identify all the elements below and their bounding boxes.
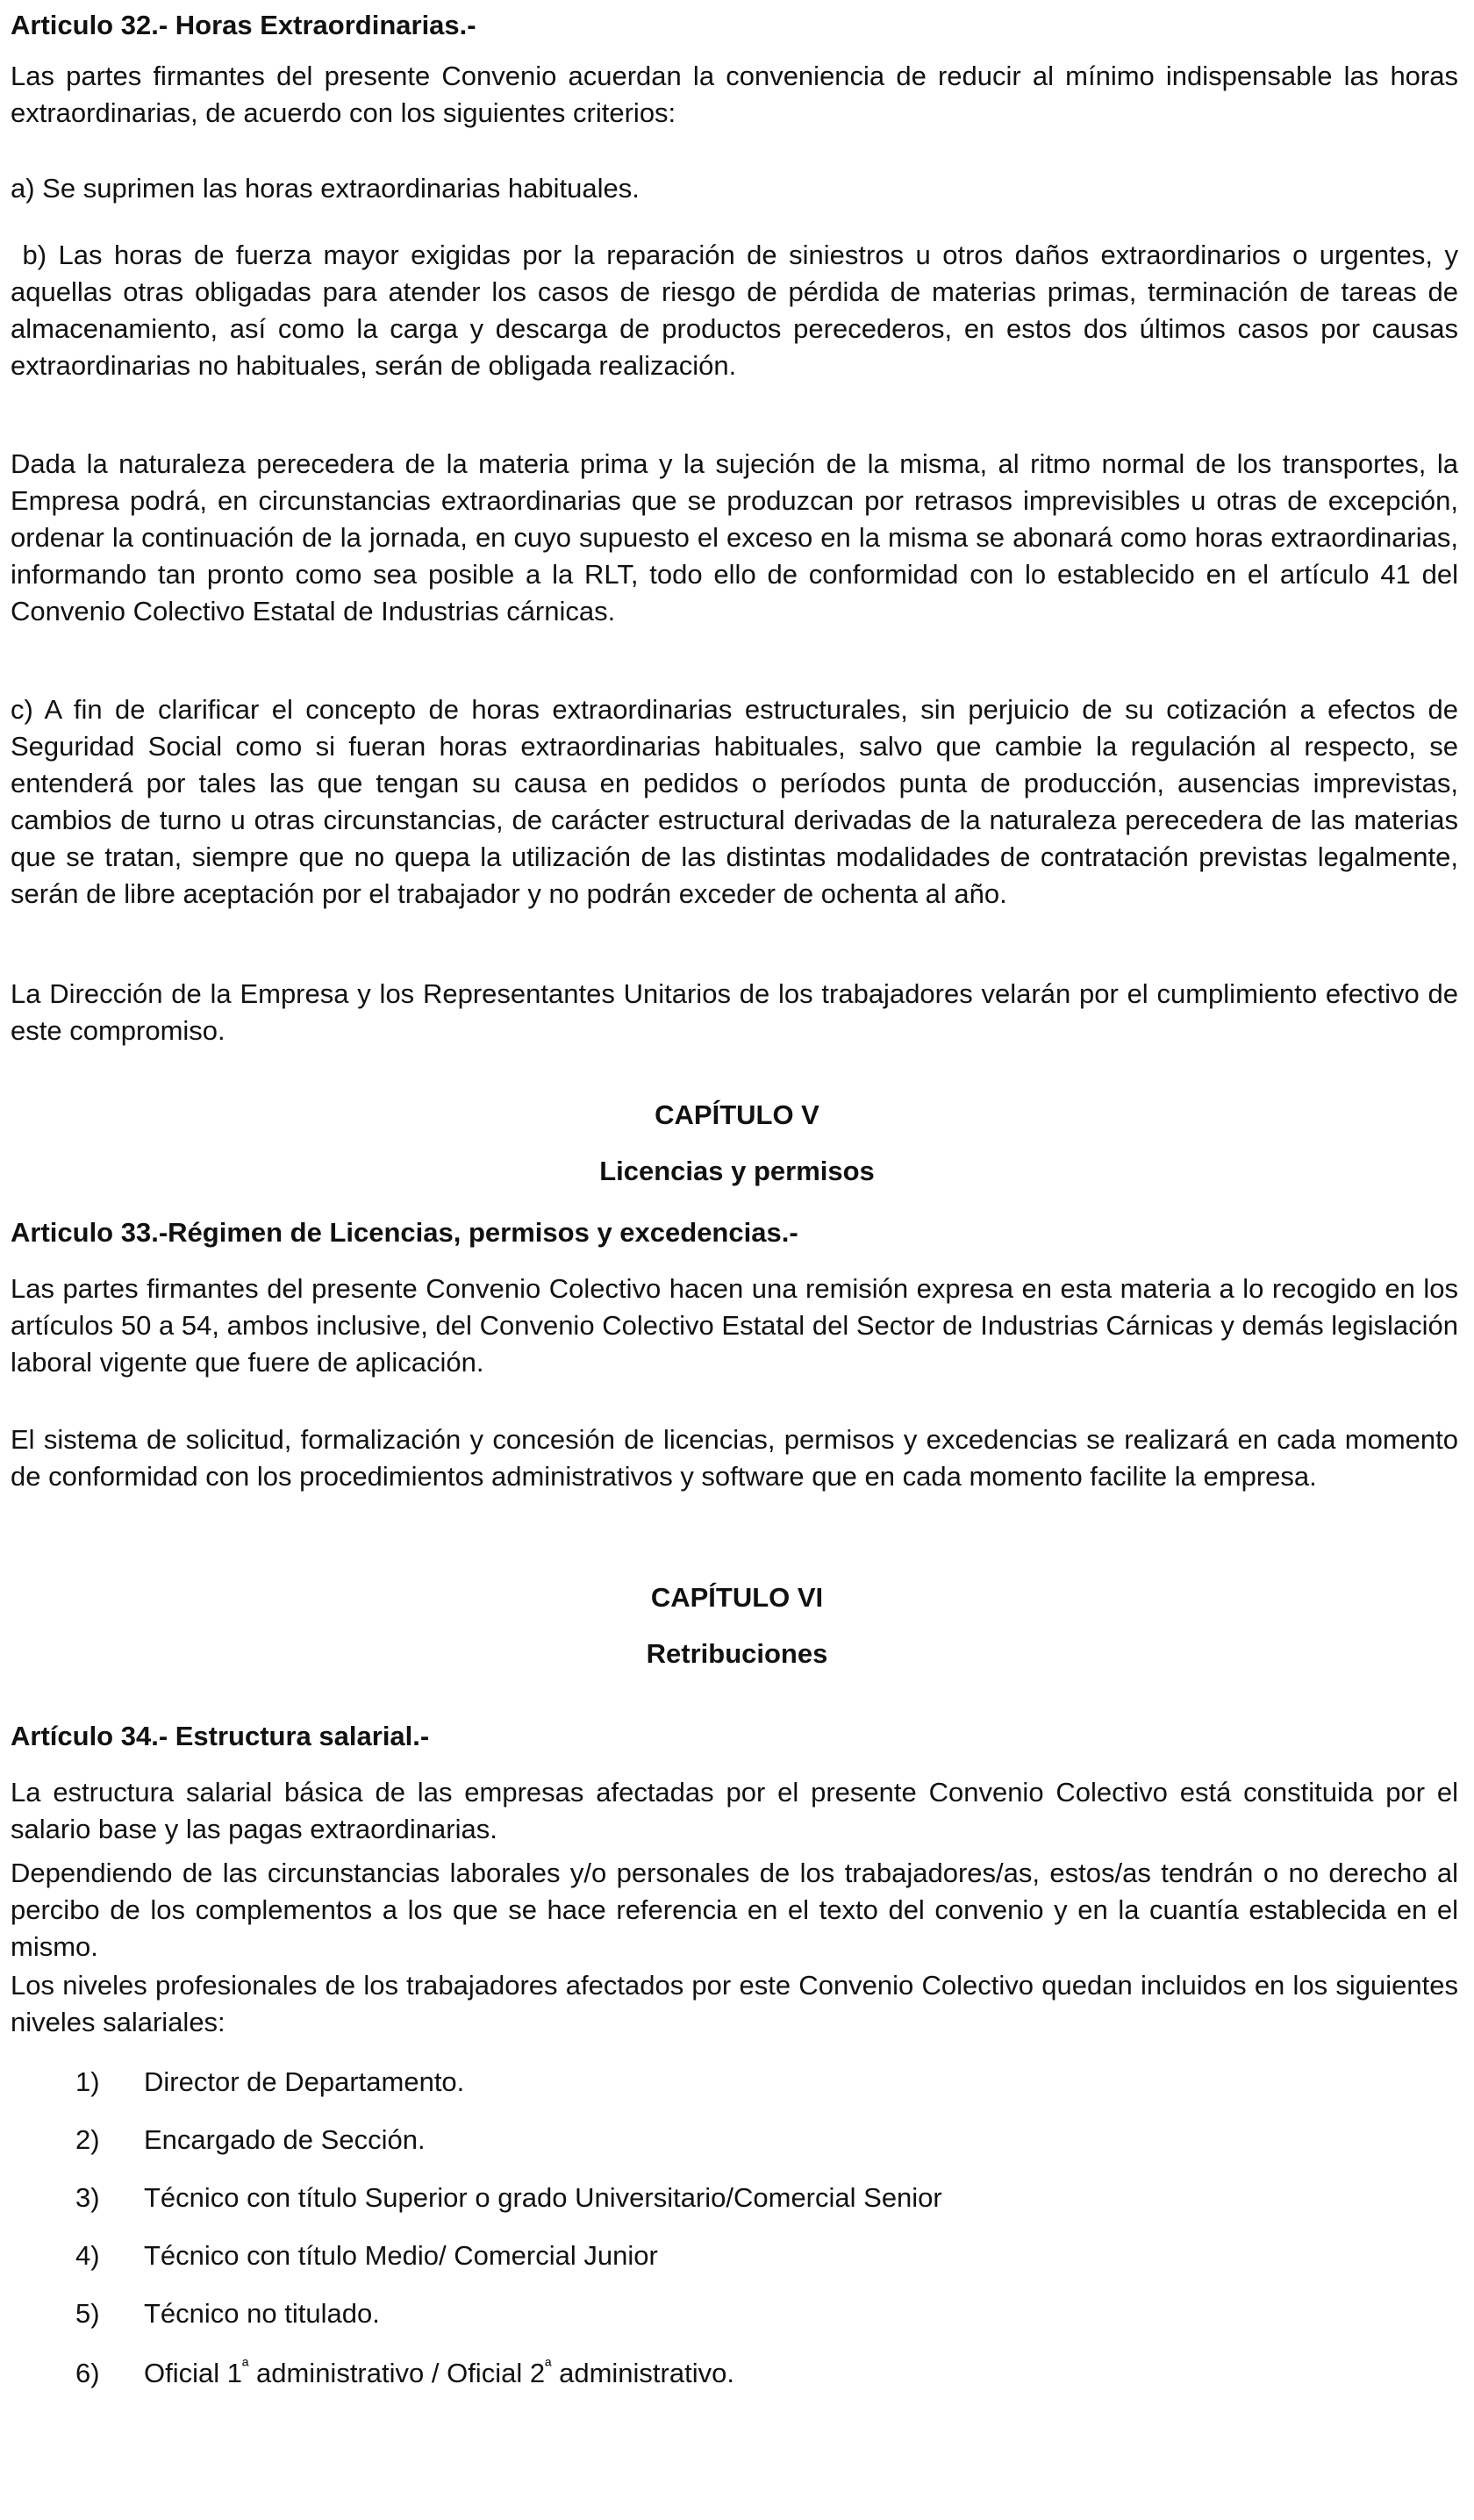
article-32-paragraph-3: La Dirección de la Empresa y los Representantes Unitarios de los trabajadores velarán por el cumplimiento efectivo de este compromiso. xyxy=(11,978,1458,1046)
article-32-title: Articulo 32.- Horas Extraordinarias.- xyxy=(11,10,476,40)
article-32-paragraph-2: Dada la naturaleza perecedera de la materia prima y la sujeción de la misma, al ritmo normal de los transportes, la Empresa podrá, en circunstancias extraordinarias que se produzcan por retrasos imprevisibles u otras de excepción, ordenar la continuación de la jornada, en cuyo supuesto el exceso en la misma se abonará como horas extraordinarias, informando tan pronto como sea posible a la RLT, todo ello de conformidad con lo establecido en el artículo 41 del Convenio Colectivo Estatal de Industrias cárnicas. xyxy=(11,448,1458,626)
ordinal-superscript: ª xyxy=(241,2357,249,2376)
list-number: 6) xyxy=(75,2358,100,2388)
list-text-part: administrativo. xyxy=(551,2358,734,2388)
list-number: 3) xyxy=(75,2182,100,2213)
list-text: Técnico no titulado. xyxy=(144,2298,380,2329)
article-34-title: Artículo 34.- Estructura salarial.- xyxy=(11,1721,430,1751)
list-number: 5) xyxy=(75,2298,100,2329)
list-item xyxy=(75,2122,426,2158)
list-text-part: Oficial 1 xyxy=(144,2358,242,2388)
article-33-paragraph-2: El sistema de solicitud, formalización y concesión de licencias, permisos y excedencias se realizará en cada momento de conformidad con los procedimientos administrativos y software que en cada momento facilite la empresa. xyxy=(11,1424,1458,1492)
article-34-paragraph-2: Dependiendo de las circunstancias laborales y/o personales de los trabajadores/as, estos/as tendrán o no derecho al percibo de los complementos a los que se hace referencia en el texto del convenio y en la cuantía establecida en el mismo. xyxy=(11,1858,1458,1962)
list-number: 4) xyxy=(75,2240,100,2271)
article-33-title: Articulo 33.-Régimen de Licencias, permisos y excedencias.- xyxy=(11,1217,798,1248)
list-number: 2) xyxy=(75,2124,100,2155)
list-text: Director de Departamento. xyxy=(144,2066,465,2097)
list-item xyxy=(75,2295,380,2332)
article-32-paragraph-c: c) A fin de clarificar el concepto de horas extraordinarias estructurales, sin perjuicio de su cotización a efectos de Seguridad Social como si fueran horas extraordinarias habituales, salvo que cambie la regulación al respecto, se entenderá por tales las que tengan su causa en pedidos o períodos punta de producción, ausencias imprevistas, cambios de turno u otras circunstancias, de carácter estructural derivadas de la naturaleza perecedera de las materias que se tratan, siempre que no quepa la utilización de las distintas modalidades de contratación previstas legalmente, serán de libre aceptación por el trabajador y no podrán exceder de ochenta al año. xyxy=(11,694,1458,909)
list-text xyxy=(144,2358,734,2388)
chapter-5-subtitle: Licencias y permisos xyxy=(599,1156,875,1186)
list-item xyxy=(75,2355,734,2392)
article-32-paragraph-a: a) Se suprimen las horas extraordinarias habituales. xyxy=(11,173,640,204)
list-item xyxy=(75,2064,464,2101)
chapter-6-title: CAPÍTULO VI xyxy=(650,1582,824,1613)
list-text-part: administrativo / Oficial 2 xyxy=(248,2358,546,2388)
article-33-paragraph-1: Las partes firmantes del presente Convenio Colectivo hacen una remisión expresa en esta materia a lo recogido en los artículos 50 a 54, ambos inclusive, del Convenio Colectivo Estatal del Sector de Industrias Cárnicas y demás legislación laboral vigente que fuere de aplicación. xyxy=(11,1273,1458,1378)
list-text: Técnico con título Superior o grado Universitario/Comercial Senior xyxy=(144,2182,942,2213)
article-34-paragraph-1: La estructura salarial básica de las empresas afectadas por el presente Convenio Colectivo está constituida por el salario base y las pagas extraordinarias. xyxy=(11,1777,1458,1844)
article-32-paragraph-1: Las partes firmantes del presente Convenio acuerdan la conveniencia de reducir al mínimo indispensable las horas extraordinarias, de acuerdo con los siguientes criterios: xyxy=(11,61,1458,128)
chapter-5-title: CAPÍTULO V xyxy=(655,1099,819,1130)
list-item xyxy=(75,2237,658,2274)
ordinal-superscript: ª xyxy=(545,2357,552,2376)
chapter-6-subtitle: Retribuciones xyxy=(646,1638,828,1669)
list-text: Técnico con título Medio/ Comercial Junior xyxy=(144,2240,658,2271)
list-number: 1) xyxy=(75,2066,100,2097)
article-34-paragraph-3: Los niveles profesionales de los trabajadores afectados por este Convenio Colectivo quedan incluidos en los siguientes niveles salariales: xyxy=(11,1970,1458,2037)
article-32-paragraph-b: b) Las horas de fuerza mayor exigidas por la reparación de siniestros u otros daños extraordinarios o urgentes, y aquellas otras obligadas para atender los casos de riesgo de pérdida de materias primas, terminación de tareas de almacenamiento, así como la carga y descarga de productos perecederos, en estos dos últimos casos por causas extraordinarias no habituales, serán de obligada realización. xyxy=(11,240,1466,381)
list-item xyxy=(75,2180,942,2216)
list-text: Encargado de Sección. xyxy=(144,2124,426,2155)
